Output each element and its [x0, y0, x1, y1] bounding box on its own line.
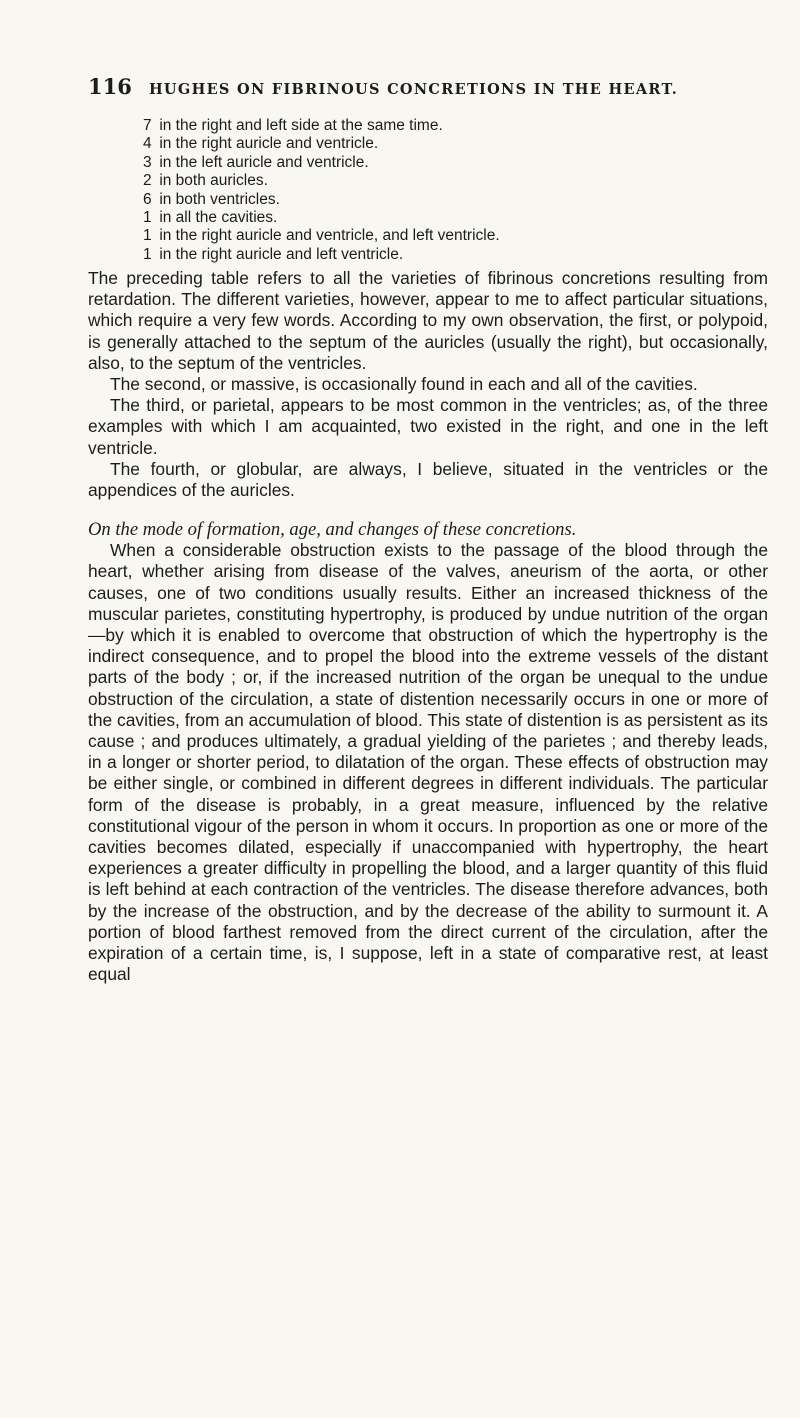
table-row	[143, 246, 743, 264]
table-text: in the right auricle and ventricle, and left ventricle.	[159, 227, 500, 245]
paragraph-formation: When a considerable obstruction exists to the passage of the blood through the heart, whether arising from disease of the valves, aneurism of the aorta, or other causes, one of two conditions usually results. Either an increased thickness of the muscular parietes, constituting hypertrophy, is produced by undue nutrition of the organ—by which it is enabled to overcome that obstruction of which the hypertrophy is the indirect consequence, and to propel the blood into the extreme vessels of the distant parts of the body ; or, if the increased nutrition of the organ be unequal to the undue obstruction of the circulation, a state of distention necessarily occurs in one or more of the cavities, from an accumulation of blood. This state of distention is as persistent as its cause ; and produces ultimately, a gradual yielding of the parietes ; and thereby leads, in a longer or shorter period, to dilatation of the organ. These effects of obstruction may be either single, or combined in different degrees in different individuals. The particular form of the disease is probably, in a great measure, influenced by the relative constitutional vigour of the person in whom it occurs. In proportion as one or more of the cavities becomes dilated, especially if unaccompanied with hypertrophy, the heart experiences a greater difficulty in propelling the blood, and a larger quantity of this fluid is left behind at each contraction of the ventricles. The disease therefore advances, both by the increase of the obstruction, and by the decrease of the ability to surmount it. A portion of blood farthest removed from the direct current of the circulation, after the expiration of a certain time, is, I suppose, left in a state of comparative rest, at least equal	[88, 540, 768, 985]
table-row	[143, 172, 743, 190]
table-count: 1	[143, 227, 152, 245]
table-text: in both auricles.	[159, 172, 268, 190]
concretion-location-table	[143, 117, 743, 264]
table-count: 4	[143, 135, 152, 153]
paragraph-second-variety: The second, or massive, is occasionally found in each and all of the cavities.	[110, 374, 698, 395]
table-text: in the left auricle and ventricle.	[159, 153, 369, 171]
table-row	[143, 117, 743, 135]
table-text: in the right auricle and left ventricle.	[159, 245, 404, 263]
table-count: 7	[143, 117, 152, 134]
table-text: in the right and left side at the same time.	[159, 117, 443, 134]
body-text	[88, 268, 768, 986]
paragraph-preceding-table: The preceding table refers to all the varieties of fibrinous concretions resulting from retardation. The different varieties, however, appear to me to affect particular situations, which require a very few words. According to my own observation, the first, or polypoid, is generally attached to the septum of the auricles (usually the right), but occasionally, also, to the septum of the ventricles.	[88, 268, 768, 373]
paragraph-third-variety: The third, or parietal, appears to be most common in the ventricles; as, of the three examples with which I am acquainted, two existed in the right, and one in the left ventricle.	[88, 395, 768, 458]
table-count: 1	[143, 209, 152, 227]
table-text: in all the cavities.	[159, 209, 278, 227]
page-number: 116	[88, 74, 132, 99]
table-row	[143, 135, 743, 153]
table-row	[143, 191, 743, 209]
table-count: 1	[143, 245, 152, 263]
table-row	[143, 154, 743, 172]
page-header	[88, 74, 730, 99]
table-text: in both ventricles.	[159, 190, 280, 208]
table-row	[143, 227, 743, 245]
paragraph-fourth-variety: The fourth, or globular, are always, I believe, situated in the ventricles or the appendices of the auricles.	[88, 458, 768, 501]
table-count: 6	[143, 190, 152, 208]
table-row	[143, 209, 743, 227]
table-count: 3	[143, 153, 152, 171]
running-title: HUGHES ON FIBRINOUS CONCRETIONS IN THE HEART.	[148, 81, 679, 98]
table-text: in the right auricle and ventricle.	[159, 135, 379, 153]
table-count: 2	[143, 172, 152, 190]
section-heading: On the mode of formation, age, and changes of these concretions.	[88, 519, 577, 541]
